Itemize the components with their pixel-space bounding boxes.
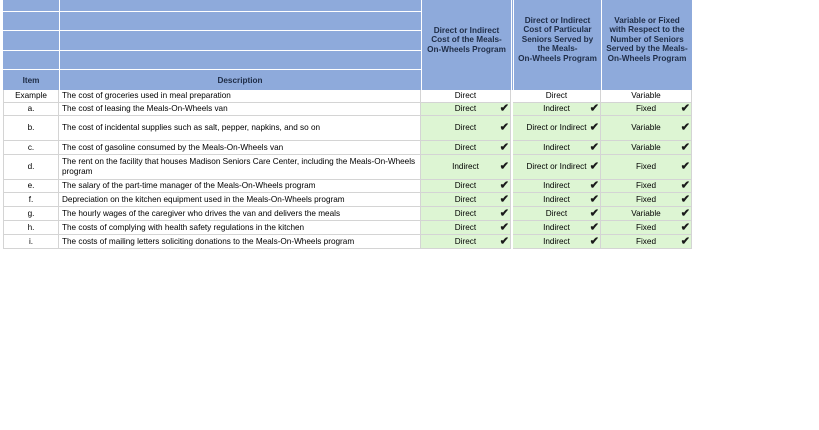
- example-col3: Variable: [601, 90, 692, 103]
- table-row: [3, 235, 692, 249]
- row-item: i.: [3, 235, 59, 249]
- row-item: g.: [3, 207, 59, 221]
- header-line: Cost of the Meals-: [431, 35, 502, 45]
- answer-cost-of-program[interactable]: [421, 155, 511, 180]
- checkmark-icon: ✔: [680, 121, 690, 134]
- answer-variable-or-fixed[interactable]: [601, 193, 692, 207]
- table-row: [3, 141, 692, 155]
- worksheet-table: [3, 0, 692, 252]
- answer-value: Direct: [454, 222, 477, 232]
- header-line: Seniors Served by: [521, 34, 594, 44]
- answer-value: Variable: [631, 123, 661, 133]
- answer-value: Indirect: [543, 181, 570, 191]
- answer-variable-or-fixed[interactable]: [601, 141, 692, 155]
- answer-value: Direct: [454, 208, 477, 218]
- answer-variable-or-fixed[interactable]: [601, 221, 692, 235]
- header-line: On-Wheels Program: [427, 44, 506, 54]
- column-gap: [511, 116, 513, 141]
- row-description: The hourly wages of the caregiver who drives the van and delivers the meals: [59, 207, 421, 221]
- checkmark-icon: ✔: [499, 235, 509, 247]
- answer-value: Fixed: [635, 181, 657, 191]
- answer-value: Direct: [545, 208, 568, 218]
- answer-value: Fixed: [635, 222, 657, 232]
- answer-cost-of-seniors[interactable]: [513, 221, 601, 235]
- answer-value: Fixed: [635, 104, 657, 114]
- answer-value: Indirect: [543, 142, 570, 152]
- row-item: f.: [3, 193, 59, 207]
- checkmark-icon: ✔: [499, 141, 509, 153]
- row-description: The costs of complying with health safety regulations in the kitchen: [59, 221, 421, 235]
- answer-variable-or-fixed[interactable]: [601, 207, 692, 221]
- answer-value: Direct: [454, 181, 477, 191]
- header-line: Number of Seniors: [610, 34, 684, 44]
- answer-cost-of-seniors[interactable]: [513, 103, 601, 116]
- table-row: [3, 155, 692, 180]
- answer-value: Direct or Indirect: [526, 162, 587, 172]
- example-col2: Direct: [513, 90, 601, 103]
- column-gap: [511, 193, 513, 207]
- column-gap: [511, 207, 513, 221]
- checkmark-icon: ✔: [680, 102, 690, 115]
- header-col-direct-indirect-program: [422, 26, 511, 54]
- answer-cost-of-program[interactable]: [421, 141, 511, 155]
- answer-cost-of-program[interactable]: [421, 235, 511, 249]
- column-gap: [511, 103, 513, 116]
- checkmark-icon: ✔: [680, 141, 690, 153]
- column-gap: [511, 221, 513, 235]
- checkmark-icon: ✔: [499, 102, 509, 115]
- header-line: with Respect to the: [609, 25, 685, 35]
- header-line: Served by the Meals-: [606, 44, 688, 54]
- answer-value: Direct or Indirect: [526, 123, 587, 133]
- checkmark-icon: ✔: [499, 207, 509, 219]
- answer-cost-of-seniors[interactable]: [513, 116, 601, 141]
- row-description: The cost of gasoline consumed by the Meals-On-Wheels van: [59, 141, 421, 155]
- row-item: e.: [3, 180, 59, 193]
- header-line: Cost of Particular: [523, 25, 592, 35]
- answer-value: Direct: [454, 123, 477, 133]
- header-gridline: [3, 30, 421, 31]
- answer-value: Fixed: [635, 162, 657, 172]
- header-col-variable-fixed: [602, 16, 692, 63]
- row-description: The salary of the part-time manager of the Meals-On-Wheels program: [59, 180, 421, 193]
- answer-cost-of-program[interactable]: [421, 180, 511, 193]
- answer-variable-or-fixed[interactable]: [601, 116, 692, 141]
- column-gap: [511, 180, 513, 193]
- table-row: [3, 116, 692, 141]
- answer-value: Indirect: [543, 236, 570, 246]
- header-description: Description: [217, 76, 263, 85]
- answer-value: Variable: [631, 208, 661, 218]
- answer-cost-of-seniors[interactable]: [513, 235, 601, 249]
- checkmark-icon: ✔: [589, 235, 599, 247]
- answer-variable-or-fixed[interactable]: [601, 235, 692, 249]
- answer-cost-of-program[interactable]: [421, 193, 511, 207]
- checkmark-icon: ✔: [589, 102, 599, 115]
- checkmark-icon: ✔: [589, 121, 599, 134]
- answer-value: Fixed: [635, 236, 657, 246]
- answer-cost-of-seniors[interactable]: [513, 207, 601, 221]
- checkmark-icon: ✔: [589, 193, 599, 205]
- row-item: b.: [3, 116, 59, 141]
- header-gridline: [3, 50, 421, 51]
- example-item: Example: [3, 90, 59, 103]
- header-col-direct-indirect-seniors: [514, 16, 601, 63]
- checkmark-icon: ✔: [589, 221, 599, 233]
- checkmark-icon: ✔: [589, 179, 599, 192]
- answer-value: Direct: [454, 236, 477, 246]
- answer-value: Indirect: [543, 194, 570, 204]
- answer-value: Fixed: [635, 194, 657, 204]
- checkmark-icon: ✔: [499, 193, 509, 205]
- checkmark-icon: ✔: [499, 121, 509, 134]
- header-gridline: [3, 11, 421, 12]
- answer-value: Direct: [454, 142, 477, 152]
- row-item: h.: [3, 221, 59, 235]
- header-line: the Meals-: [537, 44, 578, 54]
- answer-value: Direct: [454, 194, 477, 204]
- row-description: The rent on the facility that houses Madison Seniors Care Center, including the Meals-On-Wheels program: [59, 155, 421, 180]
- example-col1: Direct: [421, 90, 511, 103]
- example-row: [3, 90, 692, 103]
- header-divider: [511, 0, 512, 90]
- table-row: [3, 193, 692, 207]
- column-gap: [511, 235, 513, 249]
- checkmark-icon: ✔: [680, 235, 690, 247]
- row-description: The cost of incidental supplies such as salt, pepper, napkins, and so on: [59, 116, 421, 141]
- answer-cost-of-seniors[interactable]: [513, 193, 601, 207]
- answer-value: Indirect: [452, 162, 479, 172]
- answer-value: Indirect: [543, 222, 570, 232]
- answer-cost-of-program[interactable]: [421, 103, 511, 116]
- answer-cost-of-program[interactable]: [421, 207, 511, 221]
- checkmark-icon: ✔: [499, 160, 509, 173]
- table-row: [3, 103, 692, 116]
- answer-cost-of-seniors[interactable]: [513, 180, 601, 193]
- answer-variable-or-fixed[interactable]: [601, 155, 692, 180]
- answer-variable-or-fixed[interactable]: [601, 180, 692, 193]
- header-item: Item: [22, 76, 40, 85]
- table-row: [3, 180, 692, 193]
- checkmark-icon: ✔: [680, 207, 690, 219]
- checkmark-icon: ✔: [680, 221, 690, 233]
- table-row: [3, 207, 692, 221]
- answer-cost-of-program[interactable]: [421, 116, 511, 141]
- row-item: d.: [3, 155, 59, 180]
- checkmark-icon: ✔: [499, 221, 509, 233]
- checkmark-icon: ✔: [589, 160, 599, 173]
- header-line: Variable or Fixed: [614, 16, 680, 25]
- table-row: [3, 221, 692, 235]
- header-gridline: [3, 69, 421, 70]
- row-description: The cost of leasing the Meals-On-Wheels van: [59, 103, 421, 116]
- header-line: On-Wheels Program: [518, 53, 597, 63]
- row-description: Depreciation on the kitchen equipment used in the Meals-On-Wheels program: [59, 193, 421, 207]
- checkmark-icon: ✔: [589, 207, 599, 219]
- answer-cost-of-seniors[interactable]: [513, 141, 601, 155]
- row-item: c.: [3, 141, 59, 155]
- checkmark-icon: ✔: [680, 160, 690, 173]
- header-line: Direct or Indirect: [433, 26, 500, 35]
- answer-cost-of-seniors[interactable]: [513, 155, 601, 180]
- answer-value: Variable: [631, 142, 661, 152]
- row-description: The costs of mailing letters soliciting donations to the Meals-On-Wheels program: [59, 235, 421, 249]
- example-description: The cost of groceries used in meal preparation: [59, 90, 421, 103]
- column-gap: [511, 155, 513, 180]
- column-gap: [511, 141, 513, 155]
- header-line: On-Wheels Program: [607, 53, 687, 63]
- answer-value: Indirect: [543, 104, 570, 114]
- answer-cost-of-program[interactable]: [421, 221, 511, 235]
- checkmark-icon: ✔: [499, 179, 509, 192]
- checkmark-icon: ✔: [680, 193, 690, 205]
- answer-variable-or-fixed[interactable]: [601, 103, 692, 116]
- header-line: Direct or Indirect: [524, 16, 591, 25]
- checkmark-icon: ✔: [589, 141, 599, 153]
- answer-value: Direct: [454, 104, 477, 114]
- checkmark-icon: ✔: [680, 179, 690, 192]
- row-item: a.: [3, 103, 59, 116]
